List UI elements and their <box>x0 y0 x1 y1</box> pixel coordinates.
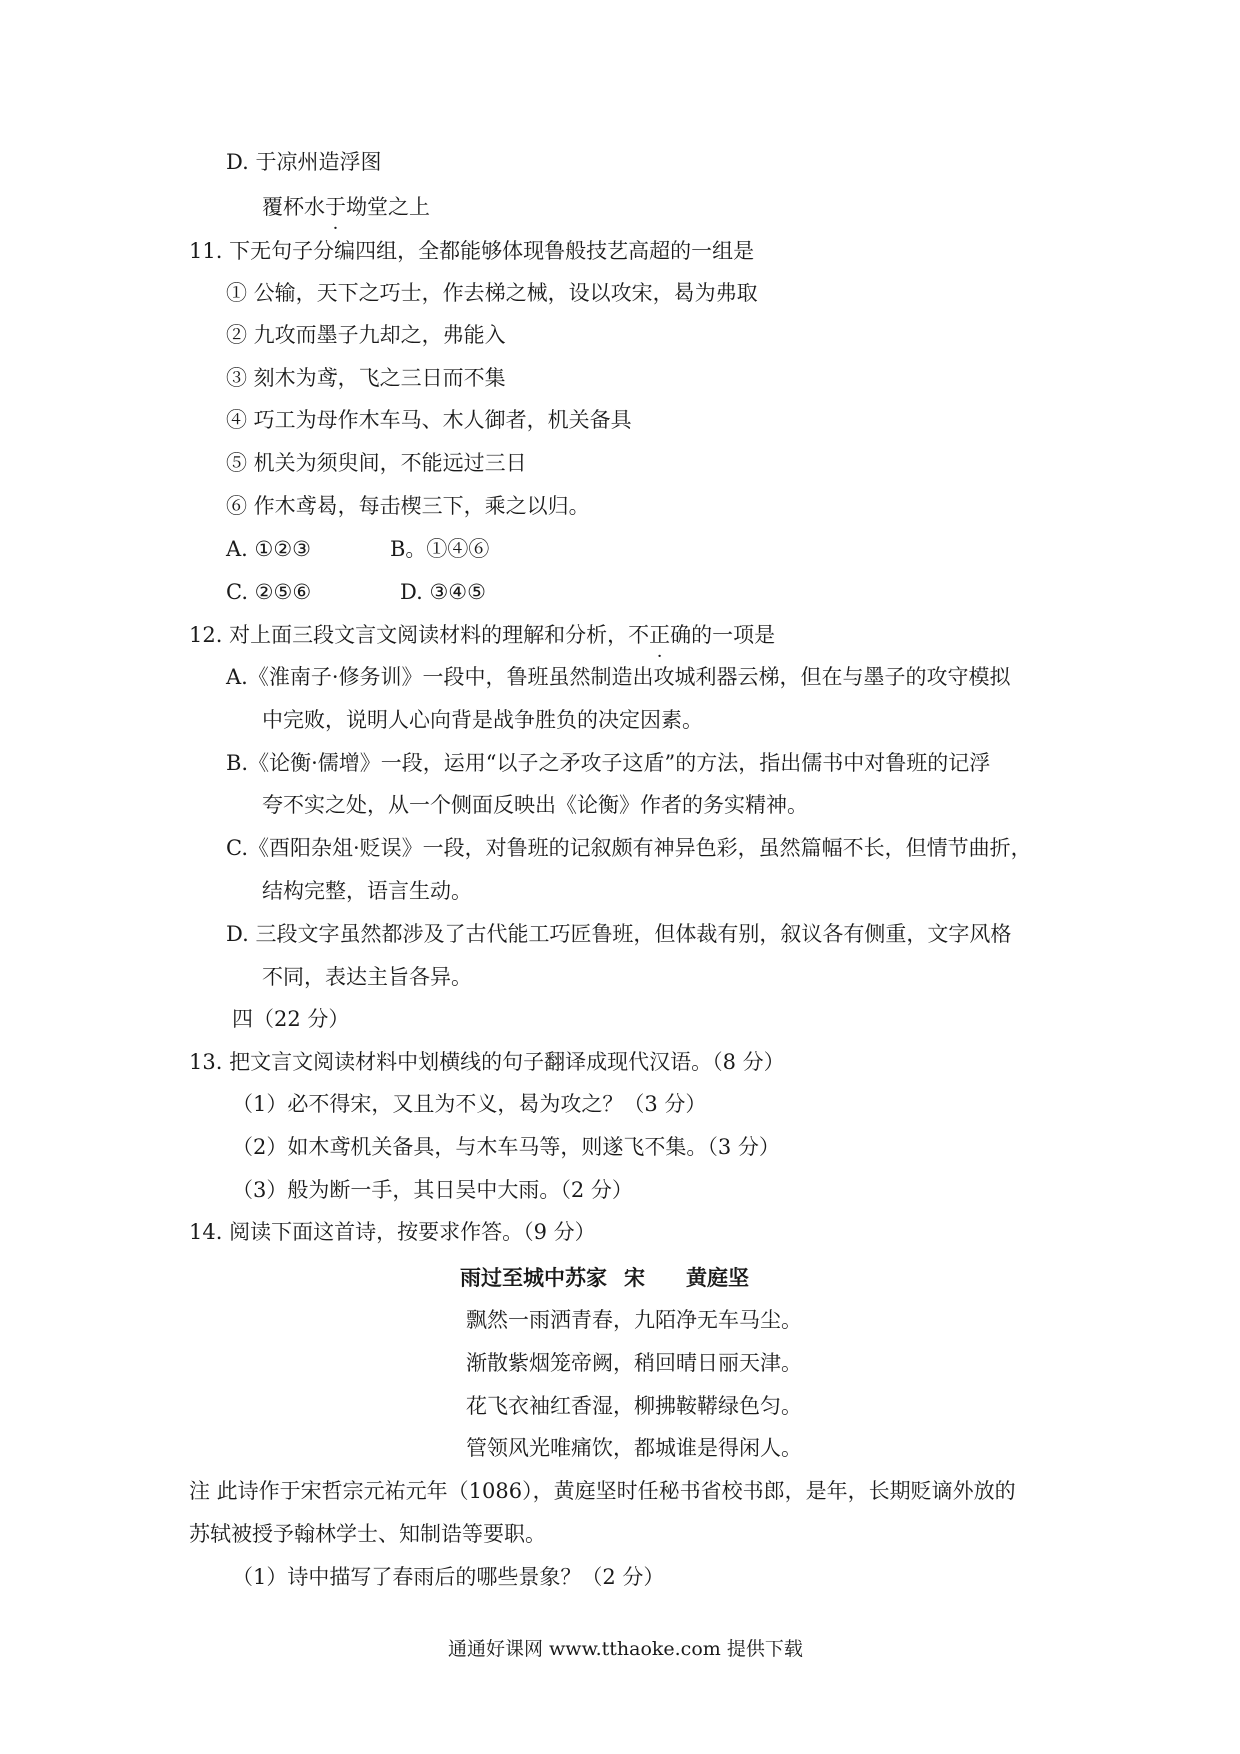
poem-line-3: 花飞衣袖红香湿，柳拂鞍鞯绿色匀。 <box>466 1394 802 1418</box>
q12-option-a-line1: A.《淮南子·修务训》一段中，鲁班虽然制造出攻城利器云梯，但在与墨子的攻守模拟 <box>226 665 1011 689</box>
q11-item-5: ⑤ 机关为须臾间，不能远过三日 <box>226 451 527 475</box>
q14-subquestion-1: （1）诗中描写了春雨后的哪些景象？（2 分） <box>232 1565 665 1589</box>
footer-credit: 通通好课网 www.tthaoke.com 提供下载 <box>448 1638 803 1660</box>
poem-note-line1: 注 此诗作于宋哲宗元祐元年（1086），黄庭坚时任秘书省校书郎，是年，长期贬谪外放的 <box>189 1479 1016 1503</box>
poem-author: 黄庭坚 <box>686 1265 749 1290</box>
q13-sentence-2: （2）如木鸢机关备具，与木车马等，则遂飞不集。（3 分） <box>232 1135 780 1159</box>
q12-option-c-line1: C.《酉阳杂俎·贬误》一段，对鲁班的记叙颇有神异色彩，虽然篇幅不长，但情节曲折， <box>226 836 1032 860</box>
q10-d2-post: 坳堂之上 <box>346 195 430 219</box>
q12-option-b-line1: B.《论衡·儒增》一段，运用“以子之矛攻子这盾”的方法，指出儒书中对鲁班的记浮 <box>226 751 991 775</box>
q11-item-3: ③ 刻木为鸢，飞之三日而不集 <box>226 366 506 390</box>
poem-note-line2: 苏轼被授予翰林学士、知制诰等要职。 <box>189 1522 546 1546</box>
q12-stem-dotted: 不正确 <box>628 623 692 647</box>
q14-stem: 14. 阅读下面这首诗，按要求作答。（9 分） <box>189 1220 596 1244</box>
q12-stem <box>189 620 775 650</box>
q11-option-b: B。①④⑥ <box>390 537 490 561</box>
q12-stem-pre: 12. 对上面三段文言文阅读材料的理解和分析， <box>189 623 629 647</box>
q11-item-4: ④ 巧工为母作木车马、木人御者，机关备具 <box>226 408 632 432</box>
q13-sentence-1: （1）必不得宋，又且为不义，曷为攻之？（3 分） <box>232 1092 707 1116</box>
q11-option-c: C. ②⑤⑥ <box>226 580 312 604</box>
q12-option-b-line2: 夸不实之处，从一个侧面反映出《论衡》作者的务实精神。 <box>262 793 808 817</box>
section-4-heading: 四（22 分） <box>232 1007 350 1031</box>
q10-d2-dotted: 于 <box>325 195 346 219</box>
poem-line-1: 飘然一雨洒青春，九陌净无车马尘。 <box>466 1308 802 1332</box>
q12-stem-post: 的一项是 <box>691 623 776 647</box>
q10-d2-pre: 覆杯水 <box>262 195 325 219</box>
q12-option-d-line1: D. 三段文字虽然都涉及了古代能工巧匠鲁班，但体裁有别，叙议各有侧重，文字风格 <box>226 922 1012 946</box>
q10-option-d-line2 <box>262 192 430 222</box>
q12-option-c-line2: 结构完整，语言生动。 <box>262 879 472 903</box>
q13-stem: 13. 把文言文阅读材料中划横线的句子翻译成现代汉语。（8 分） <box>189 1050 785 1074</box>
q11-option-d: D. ③④⑤ <box>400 580 486 604</box>
q12-option-a-line2: 中完败，说明人心向背是战争胜负的决定因素。 <box>262 708 703 732</box>
poem-line-2: 渐散紫烟笼帝阙，稍回晴日丽天津。 <box>466 1351 802 1375</box>
q11-item-6: ⑥ 作木鸢曷，每击楔三下，乘之以归。 <box>226 494 590 518</box>
q11-stem: 11. 下无句子分编四组，全都能够体现鲁般技艺高超的一组是 <box>189 239 755 263</box>
poem-dynasty: 宋 <box>624 1265 645 1290</box>
q12-option-d-line2: 不同，表达主旨各异。 <box>262 965 472 989</box>
q10-option-d: D. 于凉州造浮图 <box>226 150 382 174</box>
q11-item-2: ② 九攻而墨子九却之，弗能入 <box>226 323 506 347</box>
q11-option-a: A. ①②③ <box>226 537 311 561</box>
q11-item-1: ① 公输，天下之巧士，作去梯之械，设以攻宋，曷为弗取 <box>226 281 758 305</box>
q13-sentence-3: （3）般为断一手，其日吴中大雨。（2 分） <box>232 1178 633 1202</box>
poem-line-4: 管领风光唯痛饮，都城谁是得闲人。 <box>466 1436 802 1460</box>
poem-title: 雨过至城中苏家 <box>460 1265 607 1290</box>
